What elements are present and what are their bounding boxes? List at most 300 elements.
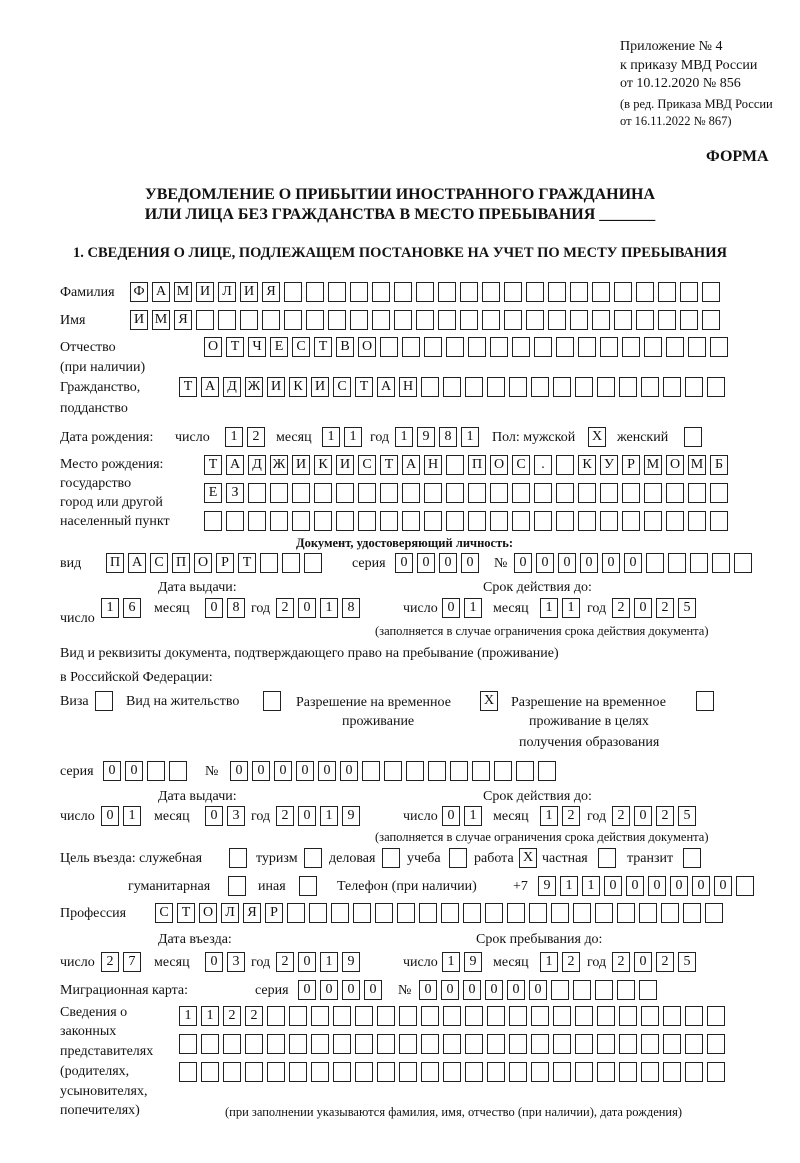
char-cell[interactable]	[270, 483, 288, 503]
char-cell[interactable]	[516, 761, 534, 781]
char-cell[interactable]	[661, 903, 679, 923]
char-cell[interactable]	[309, 903, 327, 923]
char-cell[interactable]: 1	[582, 876, 600, 896]
char-cell[interactable]	[663, 1006, 681, 1026]
char-cell[interactable]	[446, 511, 464, 531]
char-cell[interactable]: Р	[216, 553, 234, 573]
char-cell[interactable]	[487, 1034, 505, 1054]
char-cell[interactable]: 1	[540, 952, 558, 972]
char-cell[interactable]	[688, 483, 706, 503]
char-cell[interactable]	[284, 310, 302, 330]
char-cell[interactable]	[592, 282, 610, 302]
char-cell[interactable]	[734, 553, 752, 573]
char-cell[interactable]	[428, 761, 446, 781]
char-cell[interactable]: 0	[439, 553, 457, 573]
char-cell[interactable]: 0	[417, 553, 435, 573]
char-cell[interactable]	[534, 511, 552, 531]
char-cell[interactable]	[355, 1034, 373, 1054]
reps-field-1[interactable]	[179, 1006, 725, 1026]
char-cell[interactable]: 5	[678, 952, 696, 972]
char-cell[interactable]	[424, 483, 442, 503]
permit-valid-day[interactable]	[442, 806, 482, 826]
char-cell[interactable]: 2	[276, 806, 294, 826]
char-cell[interactable]: У	[600, 455, 618, 475]
char-cell[interactable]	[465, 377, 483, 397]
char-cell[interactable]	[573, 903, 591, 923]
char-cell[interactable]: А	[226, 455, 244, 475]
char-cell[interactable]: Т	[314, 337, 332, 357]
char-cell[interactable]: 9	[342, 952, 360, 972]
char-cell[interactable]	[450, 761, 468, 781]
char-cell[interactable]	[377, 1006, 395, 1026]
char-cell[interactable]: 2	[562, 952, 580, 972]
char-cell[interactable]	[223, 1034, 241, 1054]
char-cell[interactable]: 0	[507, 980, 525, 1000]
char-cell[interactable]	[355, 1062, 373, 1082]
char-cell[interactable]: 0	[634, 806, 652, 826]
char-cell[interactable]: 0	[604, 876, 622, 896]
char-cell[interactable]: П	[468, 455, 486, 475]
char-cell[interactable]	[685, 1034, 703, 1054]
char-cell[interactable]: 0	[558, 553, 576, 573]
char-cell[interactable]	[463, 903, 481, 923]
char-cell[interactable]	[548, 310, 566, 330]
char-cell[interactable]: 2	[656, 952, 674, 972]
char-cell[interactable]	[465, 1006, 483, 1026]
char-cell[interactable]	[402, 511, 420, 531]
char-cell[interactable]: И	[311, 377, 329, 397]
char-cell[interactable]	[362, 761, 380, 781]
char-cell[interactable]	[402, 337, 420, 357]
char-cell[interactable]: Ч	[248, 337, 266, 357]
char-cell[interactable]	[419, 903, 437, 923]
surname-field[interactable]	[130, 282, 720, 302]
char-cell[interactable]	[468, 511, 486, 531]
char-cell[interactable]: С	[333, 377, 351, 397]
char-cell[interactable]: 0	[101, 806, 119, 826]
char-cell[interactable]	[226, 511, 244, 531]
char-cell[interactable]	[639, 980, 657, 1000]
char-cell[interactable]: 0	[463, 980, 481, 1000]
char-cell[interactable]	[688, 511, 706, 531]
char-cell[interactable]	[573, 980, 591, 1000]
char-cell[interactable]: И	[240, 282, 258, 302]
char-cell[interactable]	[443, 1006, 461, 1026]
char-cell[interactable]	[147, 761, 165, 781]
char-cell[interactable]: С	[512, 455, 530, 475]
birthplace-field-1[interactable]	[204, 455, 728, 475]
char-cell[interactable]	[441, 903, 459, 923]
char-cell[interactable]: 2	[562, 806, 580, 826]
char-cell[interactable]	[311, 1062, 329, 1082]
char-cell[interactable]: Т	[179, 377, 197, 397]
char-cell[interactable]	[196, 310, 214, 330]
char-cell[interactable]	[399, 1034, 417, 1054]
char-cell[interactable]	[282, 553, 300, 573]
char-cell[interactable]	[570, 310, 588, 330]
char-cell[interactable]: 1	[560, 876, 578, 896]
char-cell[interactable]: Т	[355, 377, 373, 397]
char-cell[interactable]	[595, 903, 613, 923]
char-cell[interactable]: 2	[276, 598, 294, 618]
char-cell[interactable]	[306, 310, 324, 330]
char-cell[interactable]: М	[174, 282, 192, 302]
birth-year-field[interactable]	[395, 427, 479, 447]
char-cell[interactable]	[512, 337, 530, 357]
char-cell[interactable]	[705, 903, 723, 923]
char-cell[interactable]	[578, 483, 596, 503]
char-cell[interactable]	[487, 1006, 505, 1026]
birth-day-field[interactable]	[225, 427, 265, 447]
char-cell[interactable]	[685, 1062, 703, 1082]
char-cell[interactable]	[443, 377, 461, 397]
stay-month[interactable]	[540, 952, 580, 972]
char-cell[interactable]: Р	[265, 903, 283, 923]
doc-issue-day[interactable]	[101, 598, 141, 618]
char-cell[interactable]: 0	[441, 980, 459, 1000]
char-cell[interactable]: 1	[320, 598, 338, 618]
char-cell[interactable]	[311, 1034, 329, 1054]
char-cell[interactable]	[421, 1062, 439, 1082]
char-cell[interactable]: 6	[123, 598, 141, 618]
char-cell[interactable]	[663, 1062, 681, 1082]
permit-issue-day[interactable]	[101, 806, 141, 826]
char-cell[interactable]	[666, 337, 684, 357]
char-cell[interactable]: 0	[670, 876, 688, 896]
char-cell[interactable]	[487, 1062, 505, 1082]
char-cell[interactable]	[372, 310, 390, 330]
char-cell[interactable]	[267, 1034, 285, 1054]
char-cell[interactable]	[504, 282, 522, 302]
char-cell[interactable]: Т	[226, 337, 244, 357]
char-cell[interactable]	[622, 511, 640, 531]
char-cell[interactable]	[553, 1034, 571, 1054]
char-cell[interactable]	[707, 1034, 725, 1054]
char-cell[interactable]	[375, 903, 393, 923]
char-cell[interactable]: А	[402, 455, 420, 475]
char-cell[interactable]	[597, 377, 615, 397]
char-cell[interactable]	[494, 761, 512, 781]
purpose-official-checkbox[interactable]	[229, 848, 247, 868]
char-cell[interactable]	[526, 282, 544, 302]
birth-month-field[interactable]	[322, 427, 362, 447]
char-cell[interactable]	[696, 691, 714, 711]
purpose-tourism-checkbox[interactable]	[304, 848, 322, 868]
char-cell[interactable]	[245, 1062, 263, 1082]
char-cell[interactable]: 0	[634, 952, 652, 972]
char-cell[interactable]: Я	[262, 282, 280, 302]
char-cell[interactable]	[551, 980, 569, 1000]
char-cell[interactable]: 2	[101, 952, 119, 972]
char-cell[interactable]	[245, 1034, 263, 1054]
char-cell[interactable]: И	[267, 377, 285, 397]
char-cell[interactable]: Е	[204, 483, 222, 503]
char-cell[interactable]	[449, 848, 467, 868]
char-cell[interactable]: Т	[204, 455, 222, 475]
char-cell[interactable]: 1	[320, 952, 338, 972]
char-cell[interactable]: Т	[380, 455, 398, 475]
char-cell[interactable]: 0	[442, 598, 460, 618]
char-cell[interactable]	[263, 691, 281, 711]
char-cell[interactable]: 0	[252, 761, 270, 781]
char-cell[interactable]	[595, 980, 613, 1000]
char-cell[interactable]	[526, 310, 544, 330]
permit-series-field[interactable]	[103, 761, 187, 781]
char-cell[interactable]: 2	[656, 806, 674, 826]
entry-year[interactable]	[276, 952, 360, 972]
char-cell[interactable]: 1	[461, 427, 479, 447]
char-cell[interactable]	[663, 1034, 681, 1054]
char-cell[interactable]: 0	[205, 598, 223, 618]
char-cell[interactable]: 2	[245, 1006, 263, 1026]
char-cell[interactable]	[350, 282, 368, 302]
char-cell[interactable]	[684, 427, 702, 447]
char-cell[interactable]	[284, 282, 302, 302]
char-cell[interactable]: 1	[123, 806, 141, 826]
char-cell[interactable]: 0	[626, 876, 644, 896]
permit-issue-year[interactable]	[276, 806, 360, 826]
patronymic-field[interactable]	[204, 337, 728, 357]
char-cell[interactable]: Л	[218, 282, 236, 302]
char-cell[interactable]	[270, 511, 288, 531]
char-cell[interactable]	[707, 1062, 725, 1082]
purpose-humanitarian-checkbox[interactable]	[228, 876, 246, 896]
char-cell[interactable]	[531, 1062, 549, 1082]
char-cell[interactable]: К	[289, 377, 307, 397]
char-cell[interactable]	[644, 337, 662, 357]
char-cell[interactable]	[685, 377, 703, 397]
char-cell[interactable]: 0	[364, 980, 382, 1000]
char-cell[interactable]: 9	[342, 806, 360, 826]
char-cell[interactable]	[490, 511, 508, 531]
char-cell[interactable]: 1	[540, 806, 558, 826]
char-cell[interactable]: Т	[177, 903, 195, 923]
char-cell[interactable]: 8	[342, 598, 360, 618]
char-cell[interactable]: 2	[223, 1006, 241, 1026]
char-cell[interactable]	[736, 876, 754, 896]
char-cell[interactable]	[702, 310, 720, 330]
char-cell[interactable]	[421, 1034, 439, 1054]
char-cell[interactable]: К	[314, 455, 332, 475]
char-cell[interactable]	[641, 1006, 659, 1026]
char-cell[interactable]	[575, 1062, 593, 1082]
char-cell[interactable]	[688, 337, 706, 357]
char-cell[interactable]	[683, 848, 701, 868]
char-cell[interactable]: Р	[622, 455, 640, 475]
citizenship-field[interactable]	[179, 377, 725, 397]
char-cell[interactable]: 0	[419, 980, 437, 1000]
stay-day[interactable]	[442, 952, 482, 972]
char-cell[interactable]	[179, 1062, 197, 1082]
char-cell[interactable]: 2	[612, 952, 630, 972]
char-cell[interactable]: 2	[612, 806, 630, 826]
char-cell[interactable]	[382, 848, 400, 868]
char-cell[interactable]: 0	[205, 952, 223, 972]
char-cell[interactable]: В	[336, 337, 354, 357]
char-cell[interactable]	[267, 1062, 285, 1082]
char-cell[interactable]	[575, 377, 593, 397]
char-cell[interactable]	[380, 483, 398, 503]
char-cell[interactable]	[465, 1062, 483, 1082]
char-cell[interactable]: Б	[710, 455, 728, 475]
visa-checkbox[interactable]	[95, 691, 113, 711]
char-cell[interactable]: С	[155, 903, 173, 923]
char-cell[interactable]: А	[201, 377, 219, 397]
char-cell[interactable]	[438, 282, 456, 302]
char-cell[interactable]	[179, 1034, 197, 1054]
char-cell[interactable]: 1	[442, 952, 460, 972]
char-cell[interactable]: Ж	[270, 455, 288, 475]
char-cell[interactable]	[333, 1062, 351, 1082]
permit-number-field[interactable]	[230, 761, 556, 781]
doc-series-field[interactable]	[395, 553, 479, 573]
char-cell[interactable]	[556, 337, 574, 357]
char-cell[interactable]	[534, 337, 552, 357]
char-cell[interactable]	[507, 903, 525, 923]
char-cell[interactable]: 0	[205, 806, 223, 826]
char-cell[interactable]	[446, 483, 464, 503]
char-cell[interactable]	[468, 337, 486, 357]
char-cell[interactable]	[292, 483, 310, 503]
char-cell[interactable]: А	[377, 377, 395, 397]
char-cell[interactable]: 0	[296, 761, 314, 781]
trp-checkbox[interactable]	[480, 691, 498, 711]
char-cell[interactable]: 0	[602, 553, 620, 573]
char-cell[interactable]	[416, 282, 434, 302]
char-cell[interactable]	[666, 511, 684, 531]
char-cell[interactable]: 0	[342, 980, 360, 1000]
char-cell[interactable]: М	[644, 455, 662, 475]
char-cell[interactable]: 5	[678, 806, 696, 826]
char-cell[interactable]	[248, 511, 266, 531]
char-cell[interactable]: 0	[298, 952, 316, 972]
sex-female-checkbox[interactable]	[684, 427, 702, 447]
char-cell[interactable]: 0	[461, 553, 479, 573]
char-cell[interactable]	[658, 282, 676, 302]
char-cell[interactable]: X	[519, 848, 537, 868]
char-cell[interactable]: 1	[344, 427, 362, 447]
char-cell[interactable]	[614, 282, 632, 302]
char-cell[interactable]	[289, 1062, 307, 1082]
char-cell[interactable]: 0	[514, 553, 532, 573]
char-cell[interactable]	[680, 282, 698, 302]
char-cell[interactable]: И	[336, 455, 354, 475]
char-cell[interactable]	[598, 848, 616, 868]
char-cell[interactable]: 2	[276, 952, 294, 972]
char-cell[interactable]	[622, 483, 640, 503]
char-cell[interactable]	[538, 761, 556, 781]
char-cell[interactable]	[707, 377, 725, 397]
char-cell[interactable]: 0	[692, 876, 710, 896]
char-cell[interactable]	[421, 1006, 439, 1026]
char-cell[interactable]: К	[578, 455, 596, 475]
permit-valid-month[interactable]	[540, 806, 580, 826]
char-cell[interactable]: 1	[540, 598, 558, 618]
char-cell[interactable]	[509, 1062, 527, 1082]
char-cell[interactable]	[201, 1034, 219, 1054]
char-cell[interactable]: 0	[298, 980, 316, 1000]
char-cell[interactable]: М	[688, 455, 706, 475]
char-cell[interactable]: 0	[648, 876, 666, 896]
reps-field-2[interactable]	[179, 1034, 725, 1054]
char-cell[interactable]	[619, 1034, 637, 1054]
char-cell[interactable]	[556, 455, 574, 475]
char-cell[interactable]	[304, 848, 322, 868]
char-cell[interactable]	[421, 377, 439, 397]
char-cell[interactable]	[553, 1006, 571, 1026]
permit-valid-year[interactable]	[612, 806, 696, 826]
char-cell[interactable]	[443, 1062, 461, 1082]
char-cell[interactable]	[331, 903, 349, 923]
char-cell[interactable]: 9	[464, 952, 482, 972]
char-cell[interactable]	[600, 337, 618, 357]
sex-male-checkbox[interactable]	[588, 427, 606, 447]
char-cell[interactable]	[267, 1006, 285, 1026]
doc-issue-month[interactable]	[205, 598, 245, 618]
char-cell[interactable]	[314, 511, 332, 531]
char-cell[interactable]: 2	[247, 427, 265, 447]
char-cell[interactable]: Н	[424, 455, 442, 475]
char-cell[interactable]	[384, 761, 402, 781]
char-cell[interactable]	[575, 1034, 593, 1054]
char-cell[interactable]: 1	[101, 598, 119, 618]
char-cell[interactable]	[592, 310, 610, 330]
char-cell[interactable]	[289, 1006, 307, 1026]
char-cell[interactable]	[372, 282, 390, 302]
char-cell[interactable]: С	[358, 455, 376, 475]
char-cell[interactable]	[551, 903, 569, 923]
char-cell[interactable]	[95, 691, 113, 711]
char-cell[interactable]	[169, 761, 187, 781]
name-field[interactable]	[130, 310, 720, 330]
permit-issue-month[interactable]	[205, 806, 245, 826]
char-cell[interactable]	[512, 511, 530, 531]
char-cell[interactable]	[218, 310, 236, 330]
char-cell[interactable]	[636, 282, 654, 302]
char-cell[interactable]	[512, 483, 530, 503]
char-cell[interactable]	[504, 310, 522, 330]
char-cell[interactable]: 1	[464, 598, 482, 618]
char-cell[interactable]	[380, 511, 398, 531]
migration-series-field[interactable]	[298, 980, 382, 1000]
char-cell[interactable]	[485, 903, 503, 923]
char-cell[interactable]: 0	[634, 598, 652, 618]
entry-day[interactable]	[101, 952, 141, 972]
char-cell[interactable]	[531, 1034, 549, 1054]
doc-number-field[interactable]	[514, 553, 752, 573]
char-cell[interactable]	[228, 876, 246, 896]
char-cell[interactable]	[622, 337, 640, 357]
birthplace-field-2[interactable]	[204, 483, 728, 503]
profession-field[interactable]	[155, 903, 723, 923]
char-cell[interactable]	[333, 1006, 351, 1026]
char-cell[interactable]: О	[199, 903, 217, 923]
doc-issue-year[interactable]	[276, 598, 360, 618]
purpose-transit-checkbox[interactable]	[683, 848, 701, 868]
char-cell[interactable]	[710, 337, 728, 357]
char-cell[interactable]	[666, 483, 684, 503]
char-cell[interactable]: 0	[442, 806, 460, 826]
char-cell[interactable]: 0	[274, 761, 292, 781]
purpose-other-checkbox[interactable]	[299, 876, 317, 896]
char-cell[interactable]	[614, 310, 632, 330]
char-cell[interactable]	[597, 1034, 615, 1054]
char-cell[interactable]: 2	[612, 598, 630, 618]
char-cell[interactable]	[468, 483, 486, 503]
char-cell[interactable]: 0	[298, 598, 316, 618]
char-cell[interactable]: 0	[529, 980, 547, 1000]
char-cell[interactable]	[287, 903, 305, 923]
